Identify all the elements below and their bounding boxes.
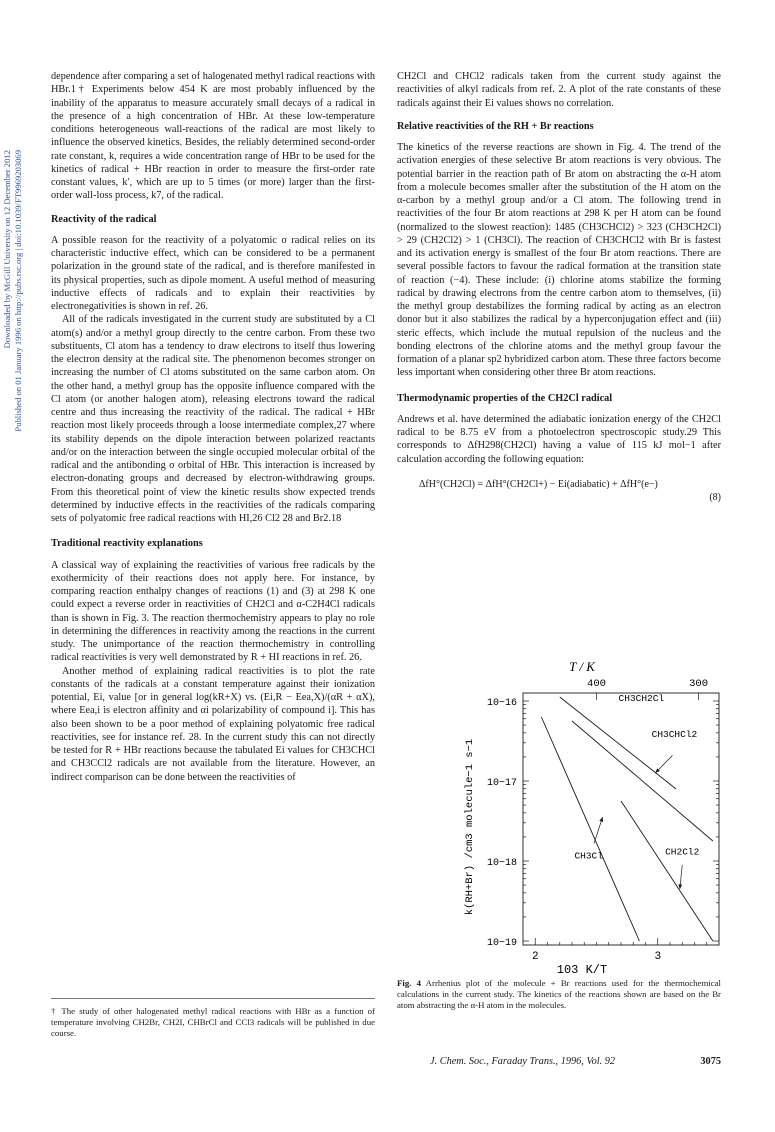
arrhenius-figure xyxy=(455,655,730,977)
section-heading: Thermodynamic properties of the CH2Cl radical xyxy=(397,392,613,404)
paragraph: Andrews et al. have determined the adiabatic ionization energy of the CH2Cl radical to be 8.75 eV from a photoelectron spectroscopic study.29 This corresponds to ΔfH298(CH2Cl) having a value of 115 kJ mol−1 after calculation according the following equation: xyxy=(397,413,721,465)
y-tick-label: 10−17 xyxy=(486,778,517,789)
left-column xyxy=(51,70,375,784)
footnote: † The study of other halogenated methyl radical reactions with HBr as a function of temperature involving CH2Br, CH2I, CHBrCl and CCl3 radicals will be published in due course. xyxy=(51,1006,375,1039)
footnote-divider xyxy=(51,998,375,999)
paragraph: A possible reason for the reactivity of a polyatomic σ radical relies on its characteristic inductive effect, which can be considered to be a permanent polarization in the ground state of the radical, and is therefore manifested in its physical properties, such as dipole moment. A useful method of measuring inductive effects of radicals and to explain their reactivities by electronegativities is shown in ref. 26. xyxy=(51,234,375,312)
equation-number: (8) xyxy=(709,492,721,503)
arrhenius-chart xyxy=(455,655,730,977)
label-arrows xyxy=(594,755,682,889)
paragraph: The kinetics of the reverse reactions are shown in Fig. 4. The trend of the activation energies of these selective Br atom reactions is very obvious. The potential barrier in the reaction path of Br atom on abstracting the α-H atom from a molecule becomes smaller after the substitution of the H atom on the α-carbon by a methyl group and/or a Cl atom. The following trend in reactivities of the four Br atom reactions at 298 K per H atom can be found (normalized to the slowest reaction): 1485 (CH3CHCl2) > 323 (CH3CH2Cl) > 29 (CH2Cl2) > 1 (CH3Cl). The reaction of CH3CHCl2 with Br is fastest and its activation energy is smallest of the four Br atom reactions. There are several possible factors to favour the radical formation at the transition state of reaction (−4). These include: (i) chlorine atoms stabilize the forming radical by drawing electrons from the centre carbon atom to themselves, (ii) the methyl group destabilizes the forming radical by acting as an electron donor but it also stabilizes the radical by a hyperconjugation effect and (iii) steric effects, which include the mutual repulsion of the nucleus and the bonding electrons of the chlorine atoms and the methyl group favour the formation of a planar sp2 hybridized carbon atom. These three factors become less important when considering other three Br atom reactions. xyxy=(397,142,721,379)
paragraph: All of the radicals investigated in the current study are substituted by a Cl atom(s) and/or a methyl group directly to the centre carbon. From these two substituents, Cl atom has a tendency to draw electrons to itself thus lowering the electron density at the radical site. The phenomenon becomes stronger on increasing the number of Cl atoms substituted on the same carbon atom. On the other hand, a methyl group has the opposite influence compared with the Cl atom (or another halogen atom), releasing electrons toward the radical centre and thus increasing the reactivity of the radical. The radical + HBr reaction most likely proceeds through a loose intermediate complex,27 where its stability depends on the dipole interaction between polarized reactants and/or on the interaction between the single occupied molecular orbital of the radical and the antibonding σ orbital of HBr. This interaction is increased by electron-donating groups and decreased by electron-withdrawing groups. From this theoretical point of view the kinetic results show expected trends determined by inductive effects in the reactivities of the radicals comparing sets of polyatomic free radical reactions with HI,26 Cl2 28 and Br2.18 xyxy=(51,314,375,524)
arrow-head xyxy=(678,884,682,889)
x-axis-label: 103 K/T xyxy=(556,963,608,977)
series-label-ch3ch2cl: CH3CH2Cl xyxy=(618,693,665,704)
x-tick-label: 3 xyxy=(654,951,662,963)
series-label-ch2cl2: CH2Cl2 xyxy=(665,846,700,858)
section-heading: Traditional reactivity explanations xyxy=(51,538,203,550)
paragraph: dependence after comparing a set of halogenated methyl radical reactions with HBr.1† Experiments below 454 K are most probably influenced by the inability of the apparatus to measure accurately small decays of a radical in the presence of a high concentration of HBr. At these low-temperature conditions heterogeneous wall-reactions of the radical are most likely to influence the observed kinetics. Besides, the reliably determined second-order rate constant, k, requires a wide concentration range of HBr to be used for the kinetics of radical + HBr reaction in order to measure the first-order rate constant values, k′, which are up to 5 times (or more) larger than the first-order wall-loss process, k7, of the radical. xyxy=(51,71,375,202)
series-line xyxy=(541,717,639,941)
caption-text: Arrhenius plot of the molecule + Br reactions used for the thermochemical calculations in the current study. The kinetics of the reactions shown are based on the Br atom abstracting the α-H atom in the molecules. xyxy=(397,978,721,1010)
section-heading: Relative reactivities of the RH + Br reactions xyxy=(397,120,594,132)
series-line xyxy=(621,801,713,941)
journal-citation: J. Chem. Soc., Faraday Trans., 1996, Vol. 92 xyxy=(430,1056,616,1067)
equation xyxy=(397,478,721,491)
equation-text: ΔfH°(CH2Cl) = ΔfH°(CH2Cl+) − Ei(adiabatic) + ΔfH°(e−) xyxy=(419,478,658,490)
download-note: Downloaded by McGill University on 12 December 2012 xyxy=(2,150,12,349)
y-axis-label: k(RH+Br) /cm3 molecule−1 s−1 xyxy=(464,738,476,916)
series-label-ch3cl: CH3Cl xyxy=(574,850,603,862)
y-tick-label: 10−16 xyxy=(486,698,517,709)
caption-label: Fig. 4 xyxy=(397,978,421,988)
paragraph: CH2Cl and CHCl2 radicals taken from the current study against the reactivities of alkyl radicals from ref. 2. A plot of the rate constants of these radicals against their Ei values shows no correlation. xyxy=(397,71,721,109)
series-line xyxy=(560,697,676,789)
top-tick-label: 400 xyxy=(587,678,606,690)
page-number: 3075 xyxy=(700,1056,721,1067)
top-tick-label: 300 xyxy=(689,678,709,690)
y-tick-label: 10−19 xyxy=(486,938,517,949)
arrow-head xyxy=(599,817,603,822)
section-heading: Reactivity of the radical xyxy=(51,213,157,225)
paragraph: Another method of explaining radical reactivities is to plot the rate constants of the radicals at a constant temperature against their ionization potential, Ei, value [or in general log(kR+X) vs. (Ei,R − Eea,X)/(αR + αX), where Eea,i is electron affinity and αi polarizability of compound i]. This has also been shown to be a poor method of explaining polyatomic free radical reactivities, see for instance ref. 28. In the current study this can not directly be tested for R + HBr reactions because the tabulated Ei values for CH3CHCl and CH3CCl2 radicals are not available from the literature. However, an indirect comparison can be done between the reactivities of xyxy=(51,665,375,783)
side-notes xyxy=(2,150,23,710)
figure-caption xyxy=(397,978,721,1011)
right-column xyxy=(397,70,721,505)
paragraph: A classical way of explaining the reactivities of various free radicals by the exothermicity of their reactions does not apply here. For instance, by comparing reaction enthalpy changes of reactions (1) and (3) at 298 K one could expect a reverse order in reactivities of CH2Cl and α-C2H4Cl radicals than is shown in Fig. 3. The reaction thermochemistry appears to play no role in determining the differences in reactivity among the reactions in the current study. The unimportance of the reaction thermochemistry in controlling radical reactivities is very well demonstrated by R + HI reactions in ref. 26. xyxy=(51,559,375,664)
series-label-ch3chcl2: CH3CHCl2 xyxy=(651,729,698,740)
top-axis-title: T / K xyxy=(569,659,595,674)
y-tick-label: 10−18 xyxy=(486,858,517,869)
page-footer xyxy=(430,1056,721,1067)
doi-link[interactable]: Published on 01 January 1996 on http://pubs.rsc.org | doi:10.1039/FT9969203069 xyxy=(13,150,23,432)
x-tick-label: 2 xyxy=(531,951,539,963)
